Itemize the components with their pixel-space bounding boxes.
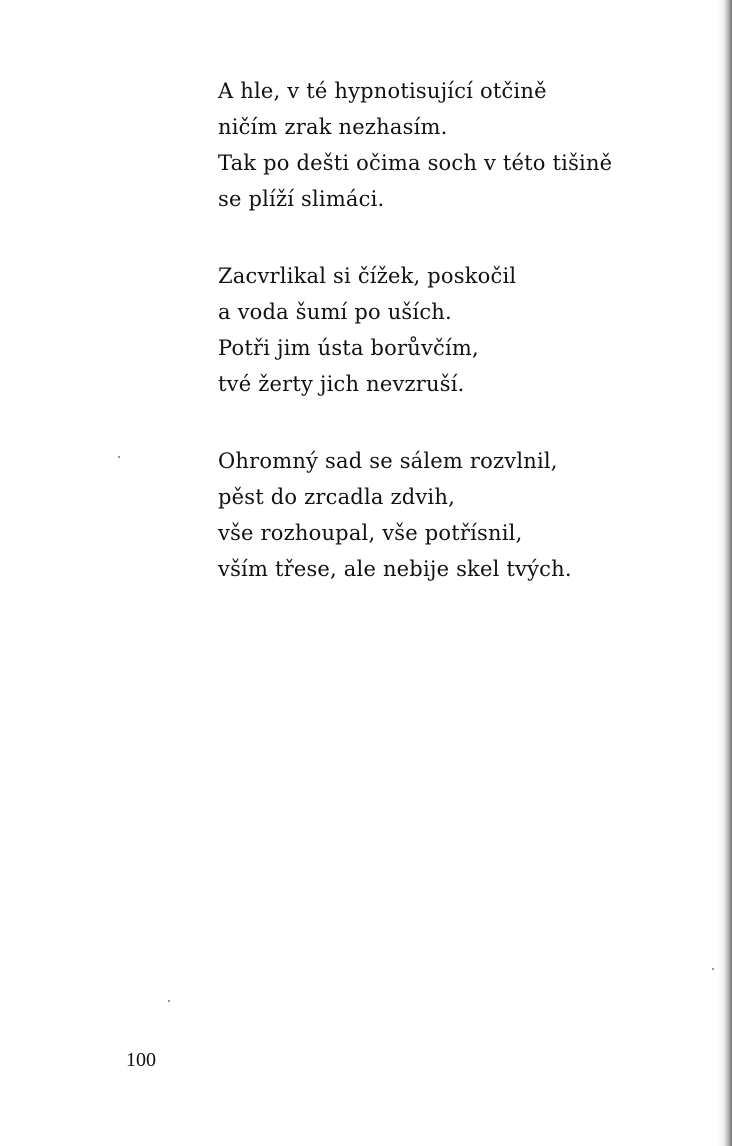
poem-line: Tak po dešti očima soch v této tišině — [218, 151, 613, 175]
stanza-3 — [218, 443, 708, 587]
poem-line: Ohromný sad se sálem rozvlnil, — [218, 449, 558, 473]
poem-line: Zacvrlikal si čížek, poskočil — [218, 264, 517, 288]
poem-line: vším třese, ale nebije skel tvých. — [218, 557, 572, 581]
poem-line: Potři jim ústa borůvčím, — [218, 336, 479, 360]
poem-line: a voda šumí po uších. — [218, 300, 452, 324]
poem-line: ničím zrak nezhasím. — [218, 115, 448, 139]
poem — [218, 73, 708, 628]
poem-line: se plíží slimáci. — [218, 187, 385, 211]
poem-line: tvé žerty jich nevzruší. — [218, 372, 465, 396]
poem-line: A hle, v té hypnotisující otčině — [218, 79, 547, 103]
stanza-1 — [218, 73, 708, 217]
paper-speck — [118, 456, 120, 458]
paper-speck — [168, 1000, 170, 1002]
poem-line: pěst do zrcadla zdvih, — [218, 485, 455, 509]
page-edge-shadow — [718, 0, 732, 1146]
stanza-2 — [218, 258, 708, 402]
paper-speck — [712, 968, 714, 970]
poem-line: vše rozhoupal, vše potřísnil, — [218, 521, 523, 545]
page-number: 100 — [126, 1049, 156, 1071]
